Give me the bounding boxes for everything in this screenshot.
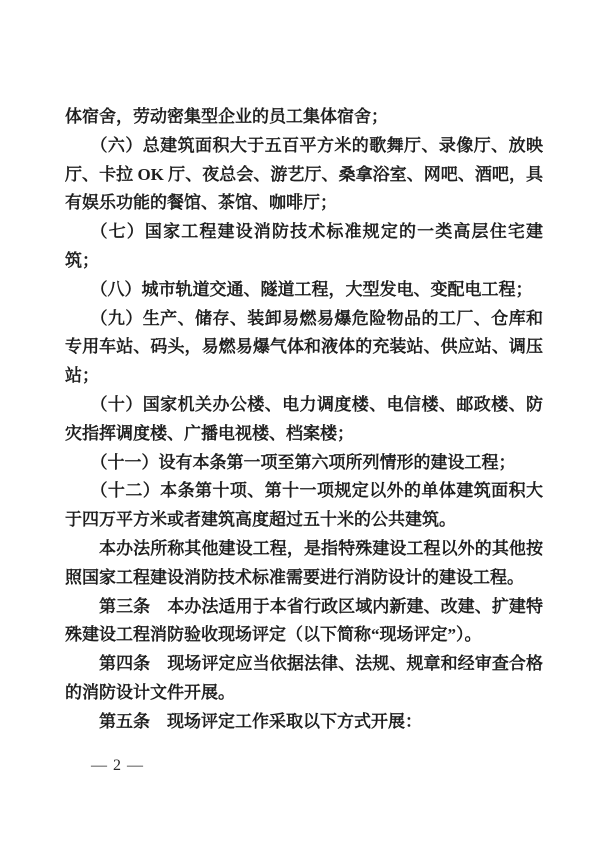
text-line: （七）国家工程建设消防技术标准规定的一类高层住宅建 (90, 222, 543, 242)
text-line: 厅、卡拉 OK 厅、夜总会、游艺厅、桑拿浴室、网吧、酒吧，具 (65, 164, 543, 184)
text-line: （十二）本条第十项、第十一项规定以外的单体建筑面积大 (90, 481, 543, 501)
text-line: （十一）设有本条第一项至第六项所列情形的建设工程； (90, 452, 516, 472)
document-body (65, 103, 543, 737)
text-line: （六）总建筑面积大于五百平方米的歌舞厅、录像厅、放映 (90, 135, 543, 155)
text-line: 筑； (65, 250, 99, 270)
text-line: 站； (65, 366, 99, 386)
text-line: 本办法所称其他建设工程，是指特殊建设工程以外的其他按 (99, 538, 543, 558)
text-line: 第三条 本办法适用于本省行政区域内新建、改建、扩建特 (99, 596, 543, 616)
text-line: 灾指挥调度楼、广播电视楼、档案楼； (65, 423, 354, 443)
text-line: 有娱乐功能的餐馆、茶馆、咖啡厅； (65, 193, 337, 213)
text-line: 第四条 现场评定应当依据法律、法规、规章和经审查合格 (99, 654, 543, 674)
text-line: 于四万平方米或者建筑高度超过五十米的公共建筑。 (65, 510, 456, 530)
text-line: 体宿舍，劳动密集型企业的员工集体宿舍； (65, 107, 388, 126)
text-line: 照国家工程建设消防技术标准需要进行消防设计的建设工程。 (65, 567, 524, 587)
text-line: 第五条 现场评定工作采取以下方式开展： (99, 711, 422, 731)
text-line: （九）生产、储存、装卸易燃易爆危险物品的工厂、仓库和 (90, 308, 543, 328)
page-number: — 2 — (91, 757, 143, 774)
text-line: 专用车站、码头，易燃易爆气体和液体的充装站、供应站、调压 (65, 337, 543, 357)
text-line: 的消防设计文件开展。 (65, 682, 235, 702)
text-line: （十）国家机关办公楼、电力调度楼、电信楼、邮政楼、防 (90, 394, 543, 414)
text-line: 殊建设工程消防验收现场评定（以下简称“现场评定”）。 (65, 625, 482, 645)
text-line: （八）城市轨道交通、隧道工程，大型发电、变配电工程； (90, 279, 533, 299)
